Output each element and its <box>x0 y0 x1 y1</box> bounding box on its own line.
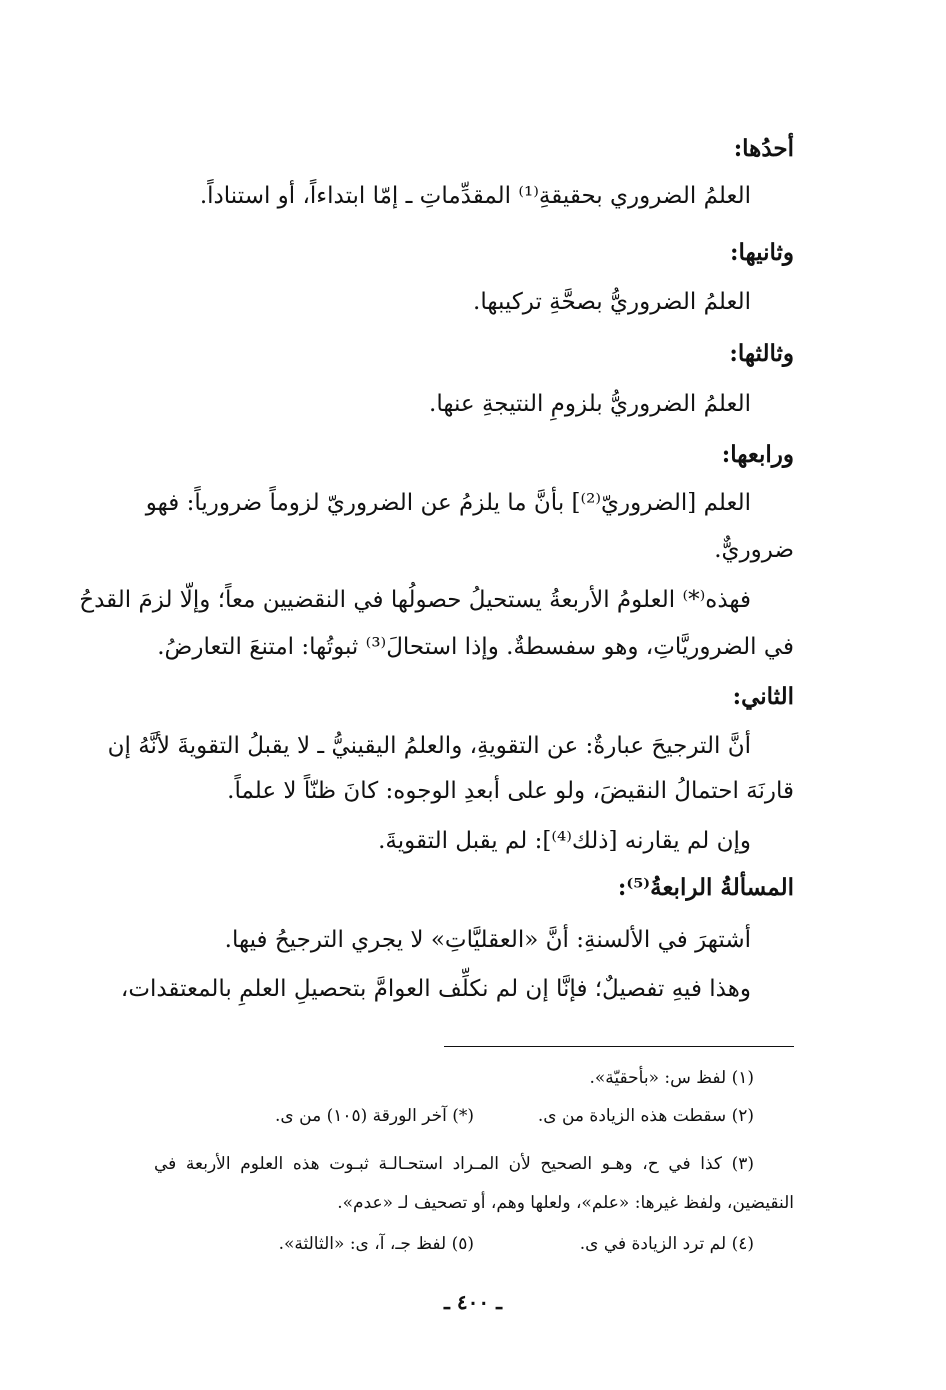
paragraph-line: في الضروريَّاتِ، وهو سفسطةٌ. وإذا استحالَ⁽³⁾ ثبوتُها: امتنعَ التعارضُ. <box>157 634 794 660</box>
footnote-3-line-1: (٣) كذا في ح، وهـو الصحيح لأن المـراد استحـالـة ثبـوت هذه العلوم الأربعة في <box>154 1154 754 1174</box>
heading-second-point: الثاني: <box>732 683 794 710</box>
paragraph-line: العلمُ الضروريُّ بصحَّةِ تركيبها. <box>473 289 751 315</box>
footnote-1: (١) لفظ س: «بأحقيّة». <box>589 1068 754 1088</box>
footnote-5: (٥) لفظ جـ، آ، ى: «الثالثة». <box>278 1234 474 1254</box>
paragraph-line: العلم [الضروريّ⁽²⁾] بأنَّ ما يلزمُ عن الضروريّ لزوماً ضرورياً: فهو <box>145 490 751 516</box>
footnote-marker-note: (*) آخر الورقة (١٠٥) من ى. <box>275 1106 474 1126</box>
heading-second: وثانيها: <box>730 239 794 266</box>
footnote-divider <box>444 1046 794 1047</box>
paragraph-line: ضروريٌّ. <box>714 537 794 563</box>
paragraph-line: فهذه⁽*⁾ العلومُ الأربعةُ يستحيلُ حصولُها في النقضيين معاً؛ وإلّا لزمَ القدحُ <box>79 587 751 613</box>
page-number: ـ ٤٠٠ ـ <box>444 1290 502 1314</box>
heading-third: وثالثها: <box>729 340 794 367</box>
footnote-4: (٤) لم ترد الزيادة في ى. <box>579 1234 754 1254</box>
paragraph-line: وهذا فيهِ تفصيلٌ؛ فإنَّا إن لم نكلِّف العوامَّ بتحصيلِ العلمِ بالمعتقدات، <box>120 976 751 1002</box>
heading-fourth: ورابعها: <box>721 441 794 468</box>
paragraph-line: العلمُ الضروري بحقيقةِ⁽¹⁾ المقدِّماتِ ـ إمّا ابتداءاً، أو استناداً. <box>199 183 751 209</box>
footnote-3-line-2: النقيضين، ولفظ غيرها: «علم»، ولعلها وهم، أو تصحيف لـ «عدم». <box>337 1193 794 1213</box>
heading-first: أحدُها: <box>733 135 794 162</box>
paragraph-line: قارنَهَ احتمالُ النقيضَ، ولو على أبعدِ الوجوه: كانَ ظنّاً لا علماً. <box>227 778 794 804</box>
paragraph-line: أنَّ الترجيحَ عبارةٌ: عن التقويةِ، والعلمُ اليقينيُّ ـ لا يقبلُ التقويةَ لأنَّهُ إن <box>107 733 751 759</box>
paragraph-line: العلمُ الضروريُّ بلزومِ النتيجةِ عنها. <box>429 391 751 417</box>
paragraph-line: أشتهرَ في الألسنةِ: أنَّ «العقليَّاتِ» لا يجري الترجيحُ فيها. <box>224 927 751 953</box>
paragraph-line: وإن لم يقارنه [ذلك⁽⁴⁾]: لم يقبل التقويةَ. <box>378 828 751 854</box>
footnote-2: (٢) سقطت هذه الزيادة من ى. <box>537 1106 754 1126</box>
heading-fourth-issue: المسألةُ الرابعةُ⁽⁵⁾: <box>617 874 794 901</box>
